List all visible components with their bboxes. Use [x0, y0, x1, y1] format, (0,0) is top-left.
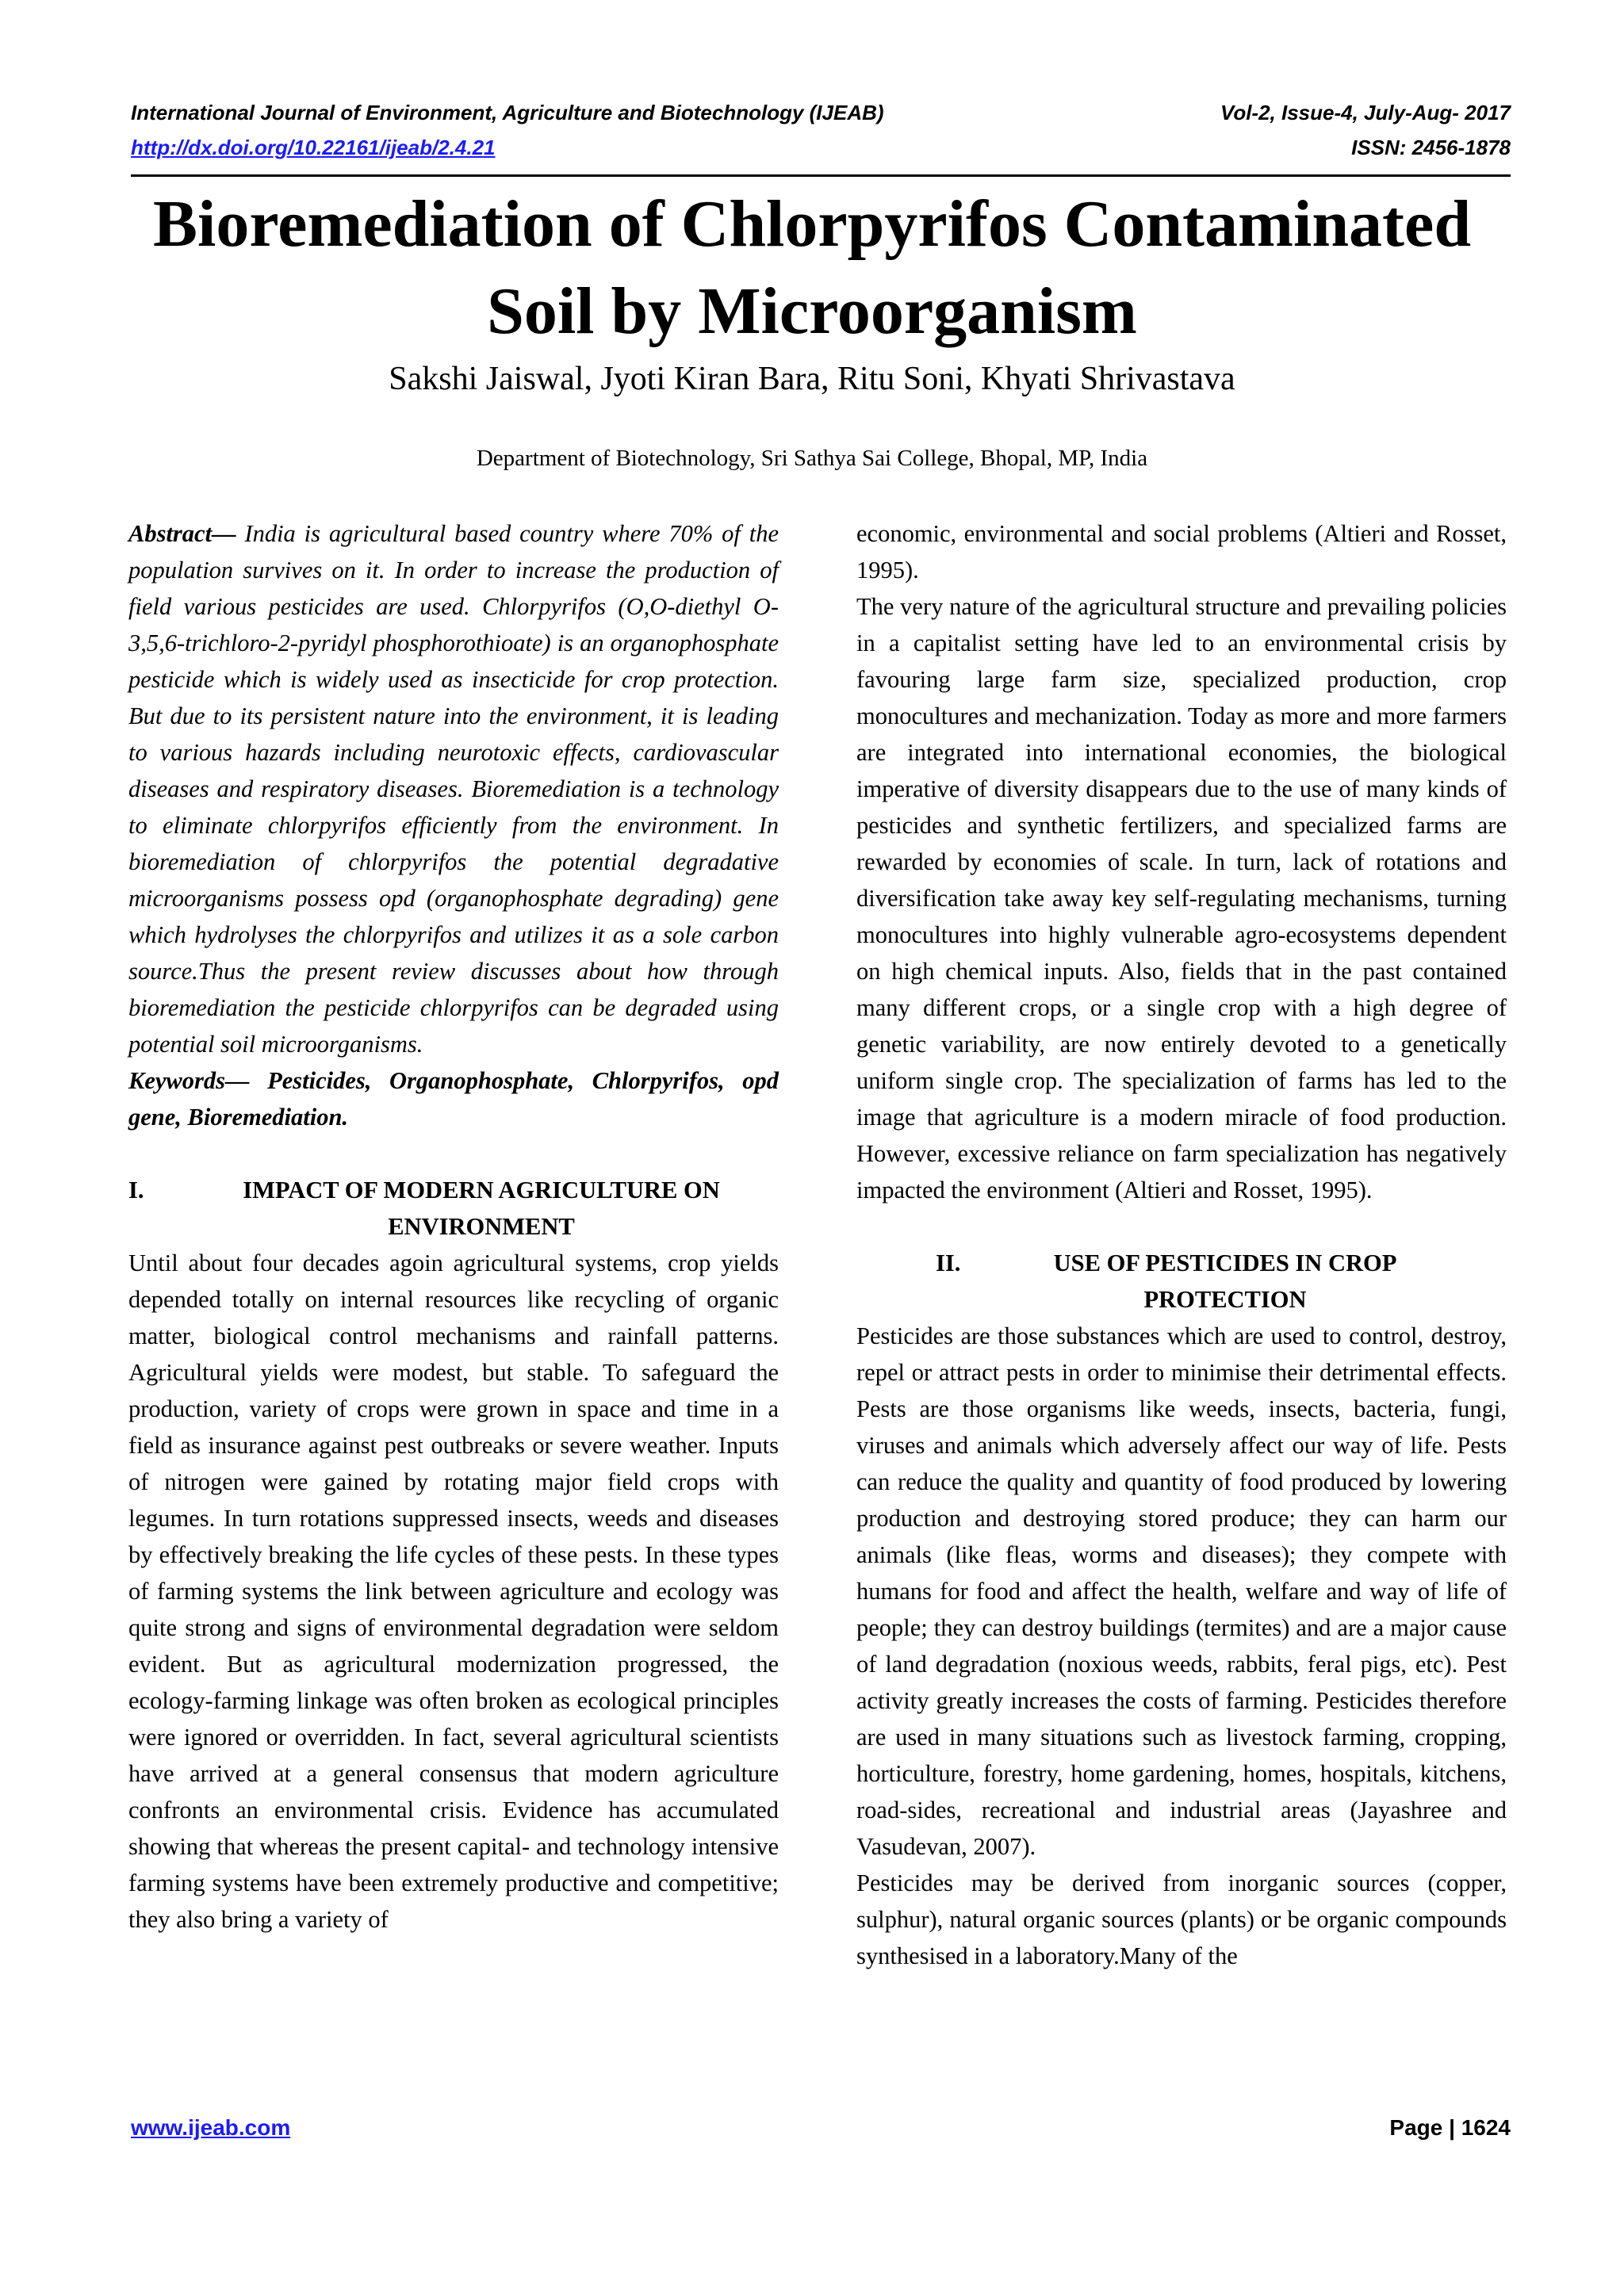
section-spacer: [128, 1135, 779, 1172]
section-2-heading-line-1: USE OF PESTICIDES IN CROP: [1053, 1249, 1397, 1276]
doi-link[interactable]: http://dx.doi.org/10.22161/ijeab/2.4.21: [131, 136, 496, 159]
section-spacer: [856, 1208, 1507, 1245]
website-link[interactable]: www.ijeab.com: [131, 2115, 291, 2140]
page-number: Page | 1624: [1389, 2115, 1511, 2140]
journal-name: International Journal of Environment, Agriculture and Biotechnology (IJEAB): [131, 101, 884, 124]
section-1-heading: [128, 1172, 779, 1245]
keywords-label: Keywords—: [128, 1067, 250, 1094]
section-2-heading-line-2: PROTECTION: [1143, 1286, 1307, 1313]
abstract-label: Abstract—: [128, 520, 236, 547]
issn: ISSN: 2456-1878: [1351, 136, 1511, 159]
abstract: [128, 515, 779, 1062]
header-rule: [131, 174, 1511, 177]
section-1-heading-line-1: IMPACT OF MODERN AGRICULTURE ON: [243, 1177, 720, 1203]
section-2-number: II.: [936, 1249, 961, 1276]
section-1-paragraph-1: Until about four decades agoin agricultural systems, crop yields depended totally on internal resources like recycling of organic matter, biological control mechanisms and rainfall patterns. Agricultural yields were modest, but stable. To safeguard the production, variety of crops were grown in space and time in a field as insurance against pest outbreaks or severe weather. Inputs of nitrogen were gained by rotating major field crops with legumes. In turn rotations suppressed insects, weeds and diseases by effectively breaking the life cycles of these pests. In these types of farming systems the link between agriculture and ecology was quite strong and signs of environmental degradation were seldom evident. But as agricultural modernization progressed, the ecology-farming linkage was often broken as ecological principles were ignored or overridden. In fact, several agricultural scientists have arrived at a general consensus that modern agriculture confronts an environmental crisis. Evidence has accumulated showing that whereas the present capital- and technology intensive farming systems have been extremely productive and competitive; they also bring a variety of: [128, 1249, 779, 1933]
right-column: [856, 515, 1507, 1974]
section-2-paragraph-2: Pesticides may be derived from inorganic sources (copper, sulphur), natural organic sources (plants) or be organic compounds synthesised in a laboratory.Many of the: [856, 1869, 1507, 1969]
section-2-paragraph-1: Pesticides are those substances which are used to control, destroy, repel or attract pests in order to minimise their detrimental effects. Pests are those organisms like weeds, insects, bacteria, fungi, viruses and animals which adversely affect our way of life. Pests can reduce the quality and quantity of food produced by lowering production and destroying stored produce; they can harm our animals (like fleas, worms and diseases); they compete with humans for food and affect the health, welfare and way of life of people; they can destroy buildings (termites) and are a major cause of land degradation (noxious weeds, rabbits, feral pigs, etc). Pest activity greatly increases the costs of farming. Pesticides therefore are used in many situations such as livestock farming, cropping, horticulture, forestry, home gardening, homes, hospitals, kitchens, road-sides, recreational and industrial areas (Jayashree and Vasudevan, 2007).: [856, 1322, 1507, 1860]
keywords-text: Pesticides, Organophosphate, Chlorpyrifos, opd gene, Bioremediation.: [128, 1067, 779, 1131]
section-1-paragraph-1-continued: economic, environmental and social problems (Altieri and Rosset, 1995).: [856, 520, 1507, 584]
title-line-2: Soil by Microorganism: [487, 274, 1137, 348]
author-list: Sakshi Jaiswal, Jyoti Kiran Bara, Ritu Soni, Khyati Shrivastava: [389, 361, 1235, 397]
page-footer: [131, 2112, 1511, 2144]
section-1-heading-line-2: ENVIRONMENT: [388, 1213, 575, 1240]
affiliation: Department of Biotechnology, Sri Sathya Sai College, Bhopal, MP, India: [476, 446, 1148, 471]
volume-issue: Vol-2, Issue-4, July-Aug- 2017: [1220, 101, 1511, 124]
section-1-paragraph-2: The very nature of the agricultural structure and prevailing policies in a capitalist setting have led to an environmental crisis by favouring large farm size, specialized production, crop monocultures and mechanization. Today as more and more farmers are integrated into international economies, the biological imperative of diversity disappears due to the use of many kinds of pesticides and synthetic fertilizers, and specialized farms are rewarded by economies of scale. In turn, lack of rotations and diversification take away key self-regulating mechanisms, turning monocultures into highly vulnerable agro-ecosystems dependent on high chemical inputs. Also, fields that in the past contained many different crops, or a single crop with a high degree of genetic variability, are now entirely devoted to a genetically uniform single crop. The specialization of farms has led to the image that agriculture is a modern miracle of food production. However, excessive reliance on farm specialization has negatively impacted the environment (Altieri and Rosset, 1995).: [856, 593, 1507, 1203]
title-line-1: Bioremediation of Chlorpyrifos Contaminated: [152, 187, 1472, 261]
section-1-number: I.: [128, 1177, 144, 1203]
header-row-top: [131, 95, 1511, 130]
section-2-heading: [856, 1245, 1507, 1318]
abstract-text: India is agricultural based country where 70% of the population survives on it. In order to increase the production of field various pesticides are used. Chlorpyrifos (O,O-diethyl O-3,5,6-trichloro-2-pyridyl phosphorothioate) is an organophosphate pesticide which is widely used as insecticide for crop protection. But due to its persistent nature into the environment, it is leading to various hazards including neurotoxic effects, cardiovascular diseases and respiratory diseases. Bioremediation is a technology to eliminate chlorpyrifos efficiently from the environment. In bioremediation of chlorpyrifos the potential degradative microorganisms possess opd (organophosphate degrading) gene which hydrolyses the chlorpyrifos and utilizes it as a sole carbon source.Thus the present review discusses about how through bioremediation the pesticide chlorpyrifos can be degraded using potential soil microorganisms.: [128, 520, 779, 1058]
left-column: [128, 515, 779, 1938]
header-row-bottom: [131, 130, 1511, 165]
paper-title: [79, 181, 1545, 355]
keywords: [128, 1062, 779, 1135]
running-header: [131, 95, 1511, 165]
